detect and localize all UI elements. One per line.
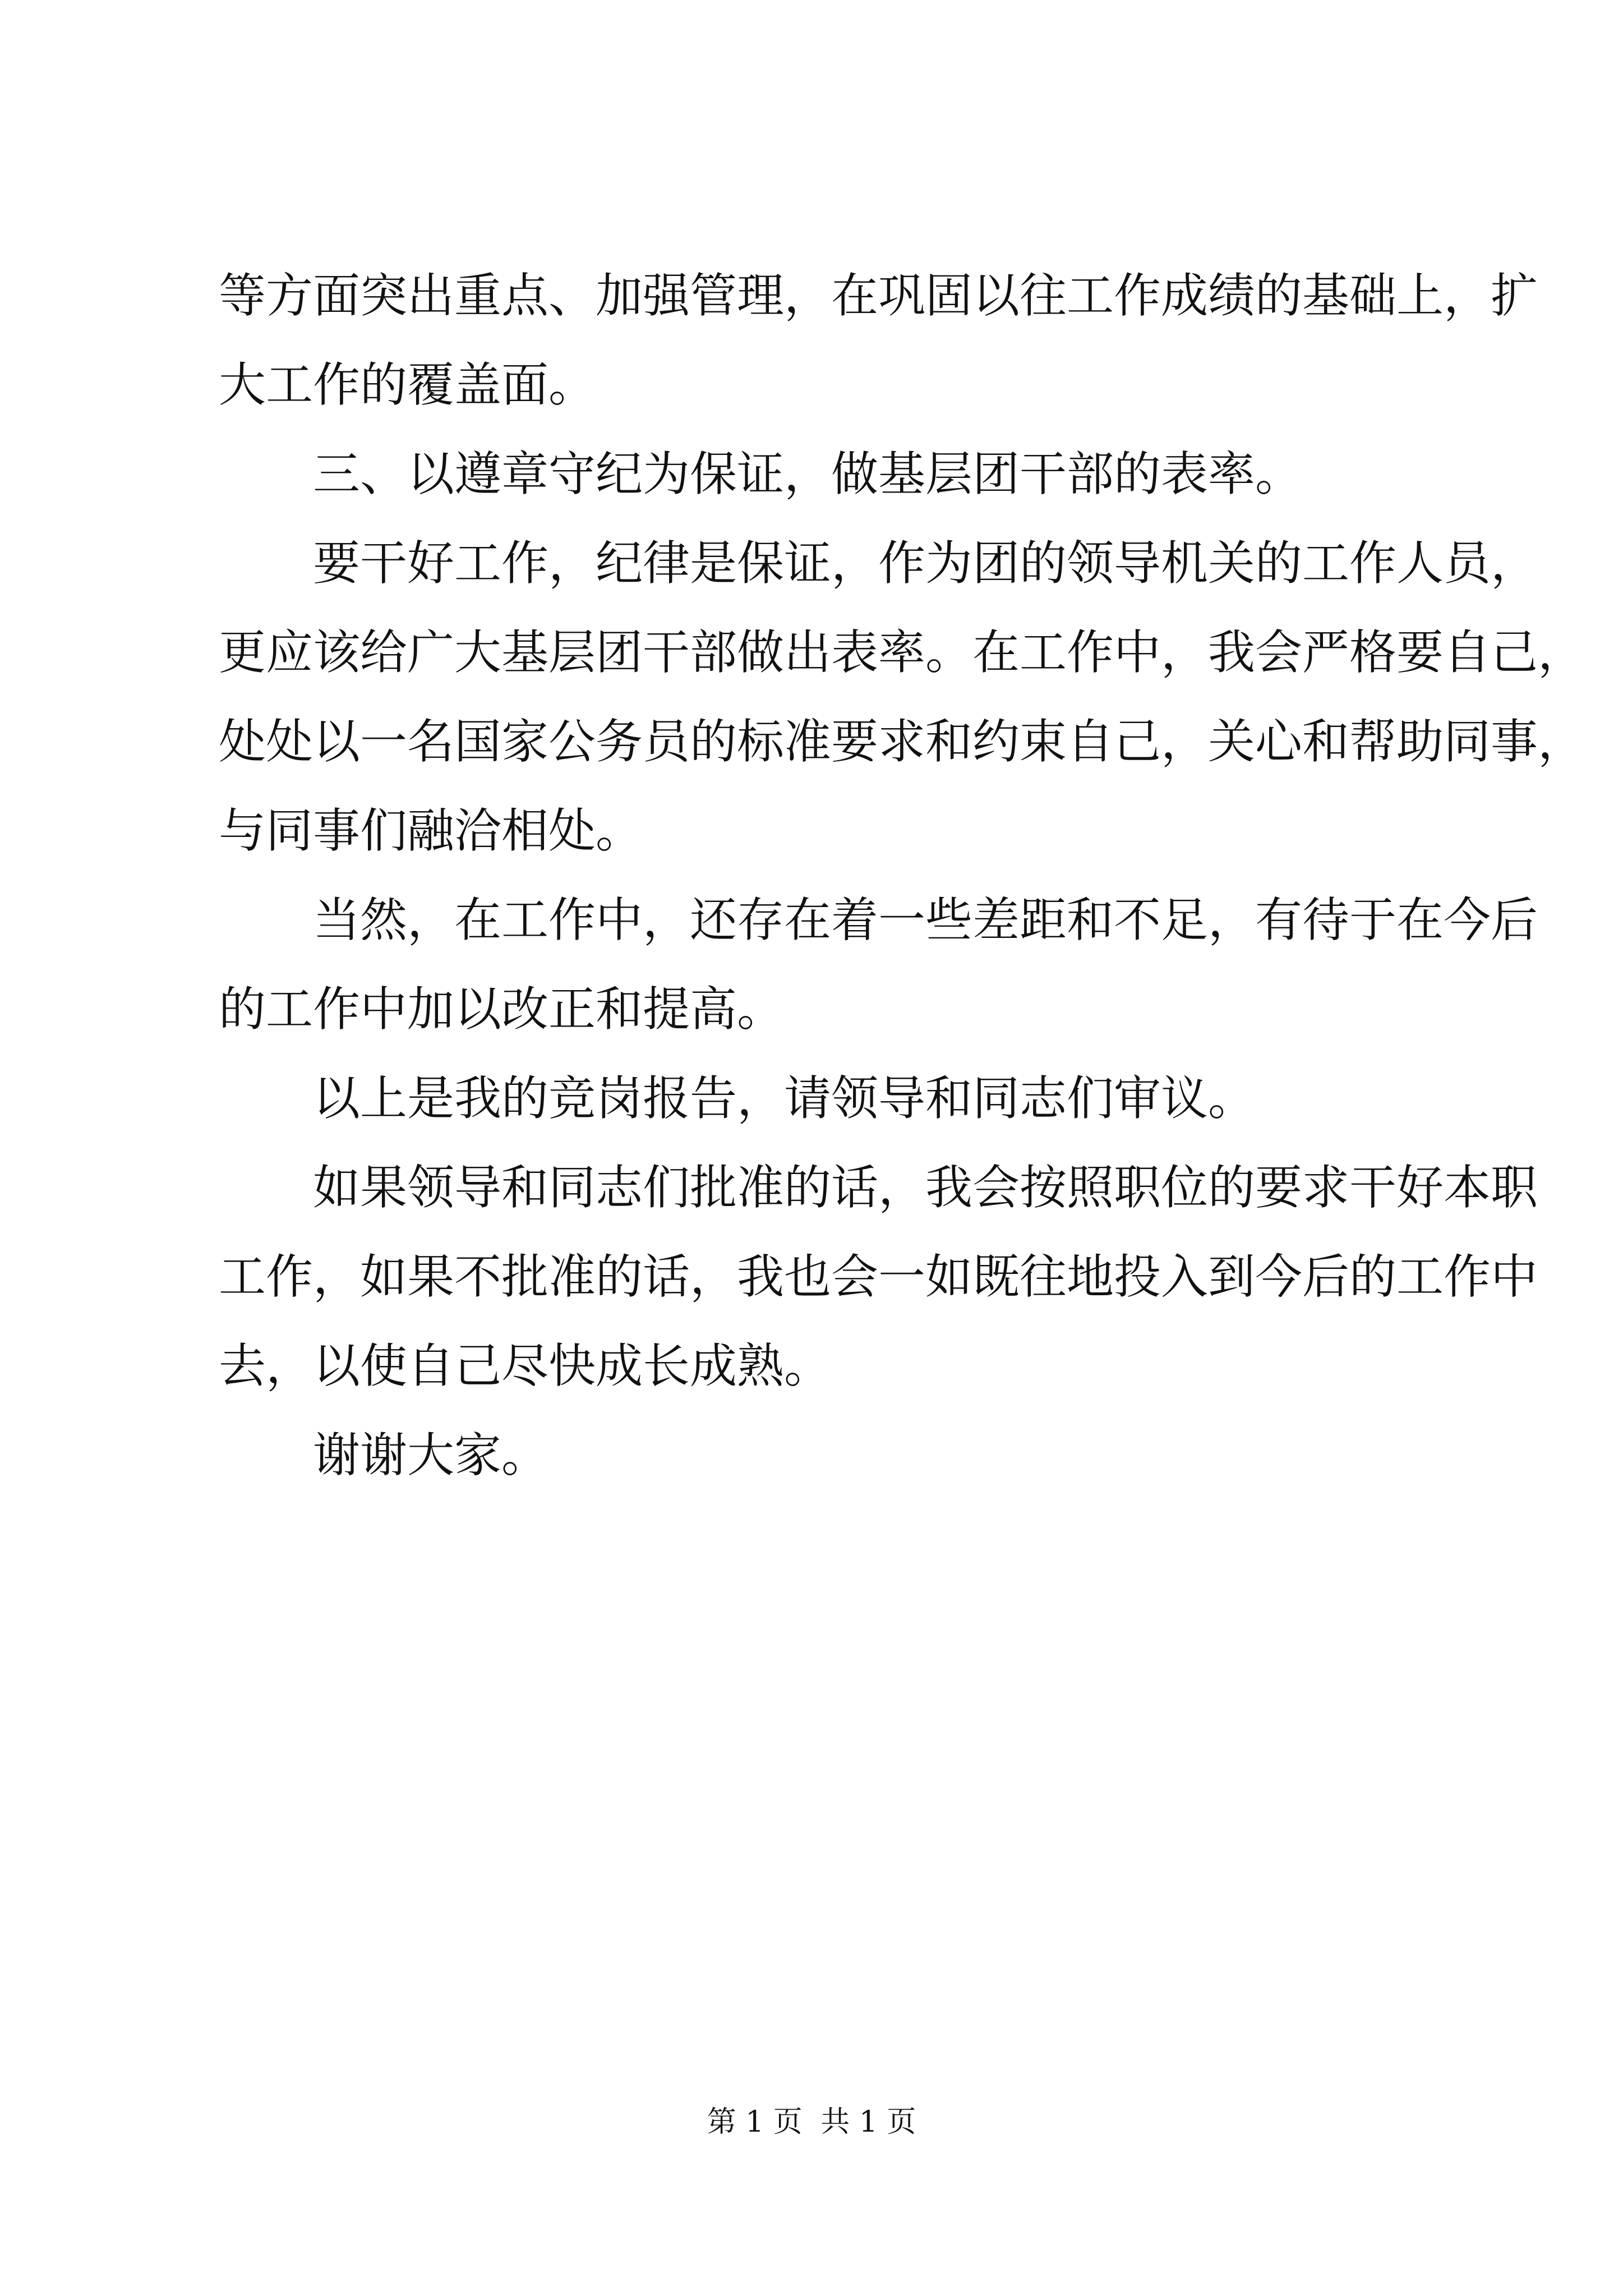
text-line: 的工作中加以改正和提高。 — [219, 982, 785, 1037]
text-line: 处处以一名国家公务员的标准要求和约束自己，关心和帮助同事， — [219, 714, 1585, 769]
text-line: 以上是我的竞岗报告，请领导和同志们审议。 — [313, 1071, 1256, 1126]
text-line: 如果领导和同志们批准的话，我会按照职位的要求干好本职 — [313, 1160, 1538, 1215]
page-footer — [0, 2102, 1623, 2142]
closing-line: 谢谢大家。 — [313, 1428, 549, 1483]
text-line: 更应该给广大基层团干部做出表率。在工作中，我会严格要自己， — [219, 625, 1585, 680]
page-number: 第 1 页 — [707, 2105, 803, 2139]
section-heading: 三、以遵章守纪为保证，做基层团干部的表率。 — [313, 447, 1303, 501]
text-line: 去，以使自己尽快成长成熟。 — [219, 1338, 832, 1393]
text-line: 当然，在工作中，还存在着一些差距和不足，有待于在今后 — [313, 892, 1538, 947]
text-line: 等方面突出重点、加强管理，在巩固以往工作成绩的基础上，扩 — [219, 268, 1538, 323]
text-line: 大工作的覆盖面。 — [219, 357, 596, 412]
page-total: 共 1 页 — [820, 2105, 916, 2139]
text-line: 与同事们融洽相处。 — [219, 803, 643, 858]
text-line: 工作，如果不批准的话，我也会一如既往地投入到今后的工作中 — [219, 1249, 1538, 1304]
text-line: 要干好工作，纪律是保证，作为团的领导机关的工作人员， — [313, 536, 1538, 591]
document-body — [219, 251, 1585, 1500]
